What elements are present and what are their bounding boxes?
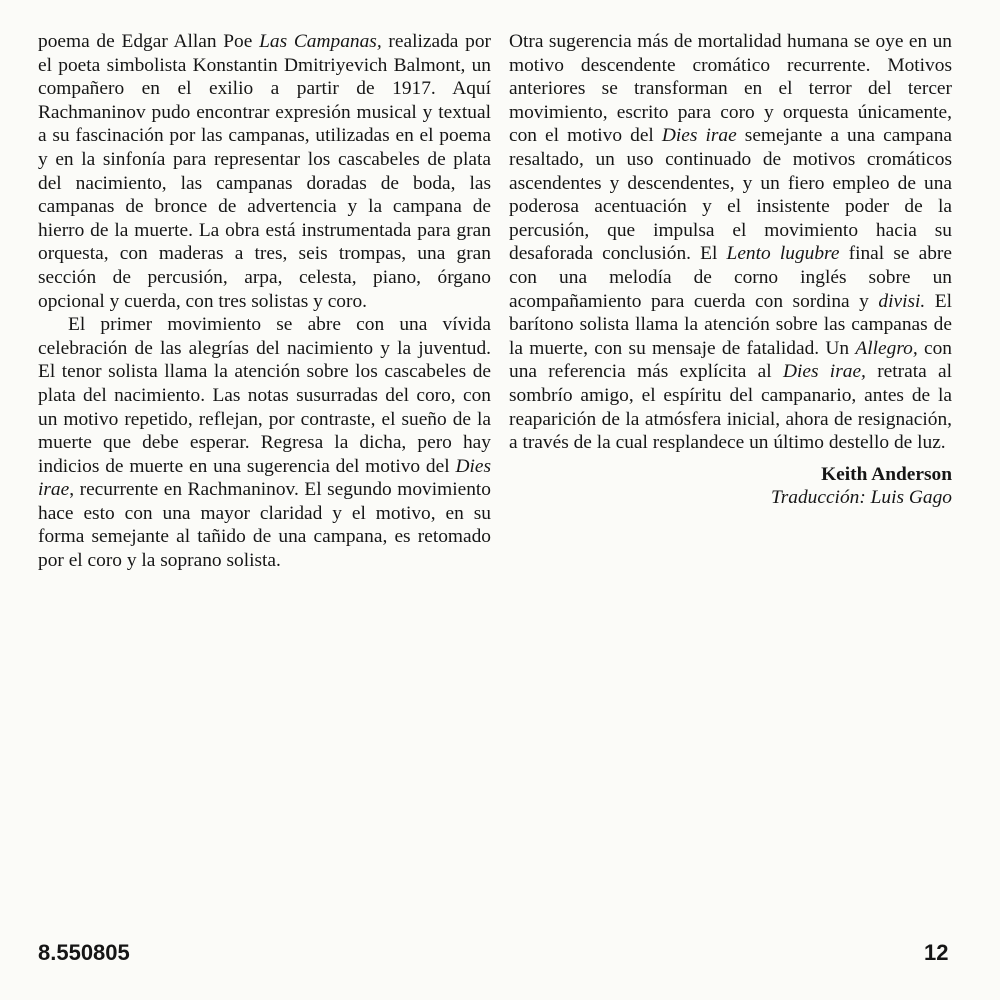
- signature-block: [509, 463, 952, 510]
- italic-text-run: Dies irae: [38, 455, 491, 501]
- text-run: realizada por el poeta simbolista Konstantin Dmitriyevich Balmont, un compañero en el exilio a partir de 1917. Aquí Rachmaninov pudo encontrar expresión musical y textual a su fascinación por las campanas, utilizadas en el poema y en la sinfonía para representar los cascabeles de plata del nacimiento, las campanas doradas de boda, las campanas de bronce de advertencia y la campana de hierro de la muerte. La obra está instrumentada para gran orquesta, con maderas a tres, seis trompas, una gran sección de percusión, arpa, celesta, piano, órgano opcional y cuerda, con tres solistas y coro.: [38, 31, 491, 312]
- paragraph: [38, 313, 491, 573]
- text-run: retrata al sombrío amigo, el espíritu del campanario, antes de la reaparición de la atmósfera inicial, ahora de resignación, a través de la cual resplandece un último destello de luz.: [509, 361, 953, 454]
- right-column: [509, 30, 952, 510]
- text-run: El barítono solista llama la atención sobre las campanas de la muerte, con su mensaje de fatalidad. Un: [509, 290, 952, 359]
- text-run: semejante a una campana resaltado, un uso continuado de motivos cromáticos ascendentes y descendentes, y un fiero empleo de una poderosa acentuación y el insistente poder de la percusión, que impulsa el movimiento hacia su desaforada conclusión. El: [509, 125, 952, 265]
- italic-text-run: Las Campanas,: [259, 31, 382, 52]
- left-column: [38, 30, 491, 573]
- text-run: Otra sugerencia más de mortalidad humana se oye en un motivo descendente cromático recurrente. Motivos anteriores se transforman en el terror del tercer movimiento, escrito para coro y orquesta únicamente, con el motivo del: [509, 31, 952, 147]
- italic-text-run: Dies irae,: [782, 361, 866, 383]
- page-number: 12: [924, 940, 949, 965]
- text-run: El primer movimiento se abre con una vívida celebración de las alegrías del nacimiento y la juventud. El tenor solista llama la atención sobre los cascabeles de plata del nacimiento. Las notas susurradas del coro, con un motivo repetido, reflejan, por contraste, el sueño de la muerte que debe esperar. Regresa la dicha, pero hay indicios de muerte en una sugerencia del motivo del: [38, 314, 491, 477]
- text-run: , recurrente en Rachmaninov. El segundo movimiento hace esto con una mayor claridad y el motivo, en su forma semejante al tañido de una campana, es retomado por el coro y la soprano solista.: [38, 479, 491, 572]
- text-run: con una referencia más explícita al: [509, 337, 952, 383]
- italic-text-run: divisi.: [878, 290, 926, 312]
- catalog-number: 8.550805: [38, 940, 130, 965]
- author-name: Keith Anderson: [821, 463, 952, 485]
- paragraph: [509, 30, 952, 455]
- text-run: poema de Edgar Allan Poe: [38, 31, 260, 52]
- text-run: final se abre con una melodía de corno inglés sobre un acompañamiento para cuerda con sordina y: [509, 243, 952, 312]
- italic-text-run: Allegro,: [855, 337, 918, 359]
- italic-text-run: Dies irae: [661, 125, 737, 147]
- paragraph: [38, 30, 491, 313]
- italic-text-run: Lento lugubre: [726, 243, 840, 265]
- translator-credit: Traducción: Luis Gago: [771, 487, 952, 509]
